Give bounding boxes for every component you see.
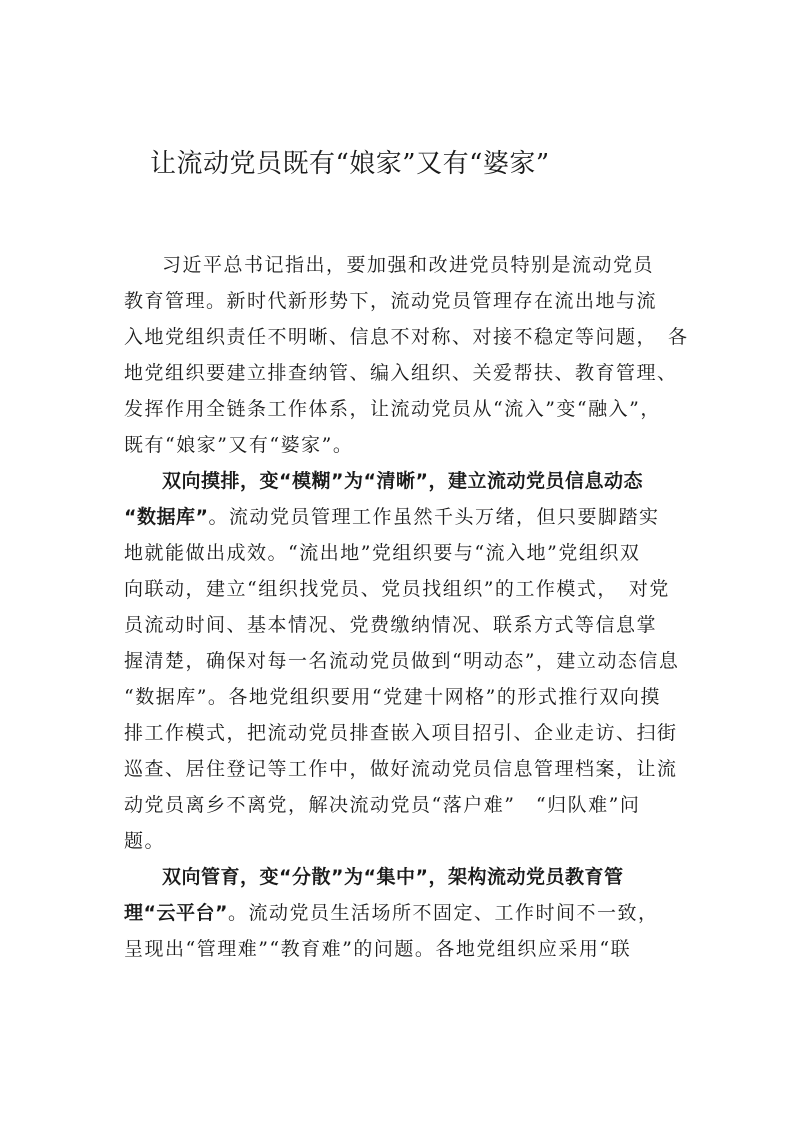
paragraph-3-line-3: 呈现出“管理难”“教育难”的问题。各地党组织应采用“联 bbox=[124, 938, 632, 960]
paragraph-1-line-5: 发挥作用全链条工作体系，让流动党员从“流入”变“融入”， bbox=[124, 398, 661, 420]
document-title: 让流动党员既有“娘家”又有“婆家” bbox=[150, 149, 550, 179]
paragraph-2-line-2 bbox=[124, 499, 694, 535]
paragraph-1-line-6: 既有“娘家”又有“婆家”。 bbox=[124, 434, 354, 456]
paragraph-2-line-8: 排工作模式，把流动党员排查嵌入项目招引、企业走访、扫街 bbox=[124, 722, 678, 744]
section-heading-2-end: 理“云平台” bbox=[124, 902, 228, 924]
section-heading-2: 双向管育，变“分散”为“集中”，架构流动党员教育管 bbox=[162, 866, 624, 888]
paragraph-2-line-10: 动党员离乡不离党，解决流动党员“落户难” “归队难”问 bbox=[124, 794, 641, 816]
paragraph-2-line-3: 地就能做出成效。“流出地”党组织要与“流入地”党组织双 bbox=[124, 542, 641, 564]
paragraph-2-line-11: 题。 bbox=[124, 830, 166, 852]
paragraph-1-line-3: 入地党组织责任不明晰、信息不对称、对接不稳定等问题， 各 bbox=[124, 326, 689, 348]
paragraph-1-line-2: 教育管理。新时代新形势下，流动党员管理存在流出地与流 bbox=[124, 290, 658, 312]
paragraph-2-line-4: 向联动，建立“组织找党员、党员找组织”的工作模式， 对党 bbox=[124, 578, 670, 600]
paragraph-2-line-9: 巡查、居住登记等工作中，做好流动党员信息管理档案，让流 bbox=[124, 758, 678, 780]
paragraph-1-line-4: 地党组织要建立排查纳管、编入组织、关爱帮扶、教育管理、 bbox=[124, 362, 678, 384]
document-body bbox=[124, 247, 694, 967]
paragraph-3-line-2 bbox=[124, 895, 694, 931]
paragraph-2-line-2-text: 。流动党员管理工作虽然千头万绪，但只要脚踏实 bbox=[208, 506, 660, 528]
section-heading-1: 双向摸排，变“模糊”为“清晰”，建立流动党员信息动态 bbox=[162, 470, 643, 492]
paragraph-2-line-6: 握清楚，确保对每一名流动党员做到“明动态”，建立动态信息 bbox=[124, 650, 680, 672]
paragraph-1-line-1: 习近平总书记指出，要加强和改进党员特别是流动党员 bbox=[162, 254, 655, 276]
section-heading-1-end: “数据库” bbox=[124, 506, 209, 528]
paragraph-2-line-7: “数据库”。各地党组织要用“党建十网格”的形式推行双向摸 bbox=[124, 686, 661, 708]
paragraph-3-line-2-text: 。流动党员生活场所不固定、工作时间不一致， bbox=[227, 902, 659, 924]
paragraph-2-line-5: 员流动时间、基本情况、党费缴纳情况、联系方式等信息掌 bbox=[124, 614, 658, 636]
